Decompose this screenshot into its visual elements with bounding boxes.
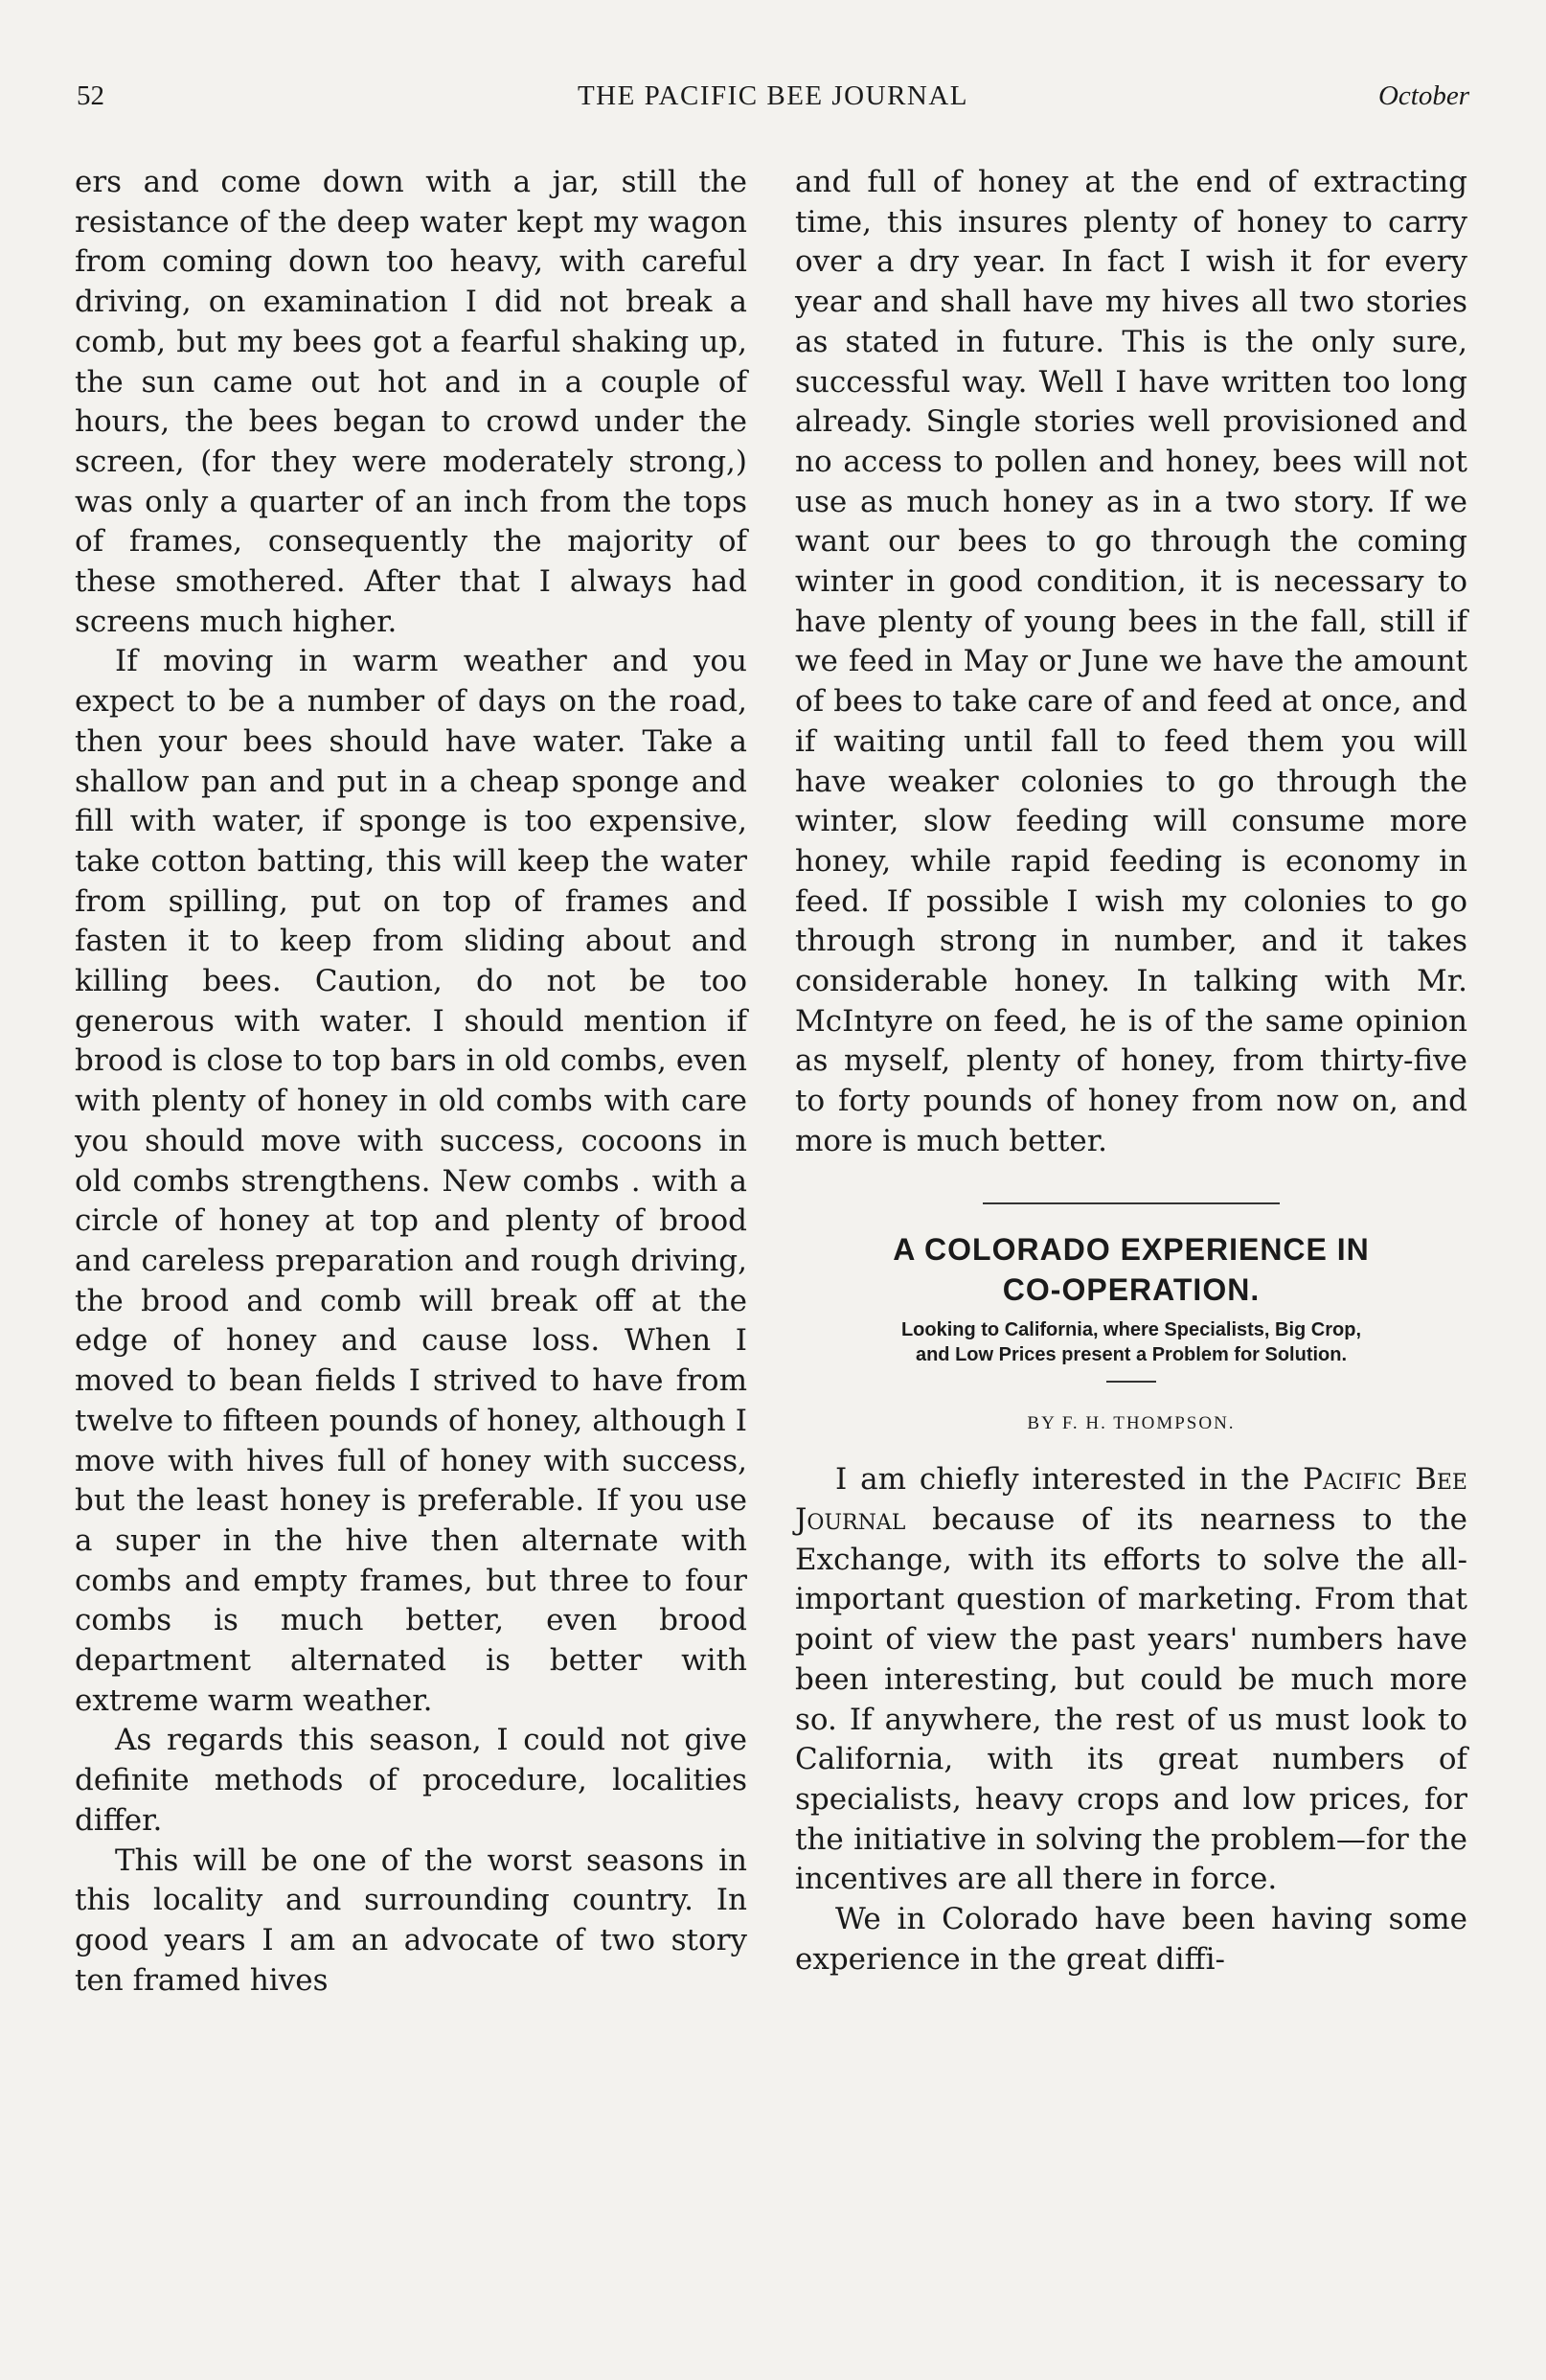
paragraph: As regards this season, I could not give definite methods of procedure, localities differ. — [75, 1723, 747, 1838]
left-column — [75, 163, 747, 2001]
paragraph — [795, 1460, 1467, 1900]
journal-name: Pacific Bee Journal — [795, 1462, 1467, 1537]
issue-month: October — [1377, 80, 1469, 111]
paragraph: If moving in warm weather and you expect to be a number of days on the road, then your bees should have water. Take a shallow pan and put in a cheap sponge and fill with water, if sponge is too expensive, take cotton batting, this will keep the water from spilling, put on top of frames and fasten it to keep from sliding about and killing bees. Caution, do not be too generous with water. I should mention if brood is close to top bars in old combs, even with plenty of honey in old combs with care you should move with success, cocoons in old combs strengthens. New combs . with a circle of honey at top and plenty of brood and careless preparation and rough driving, the brood and comb will break off at the edge of honey and cause loss. When I moved to bean fields I strived to have from twelve to fifteen pounds of honey, although I move with hives full of honey with success, but the least honey is preferable. If you use a super in the hive then alternate with combs and empty frames, but three to four combs is much better, even brood department alternated is better with extreme warm weather. — [75, 644, 747, 1718]
right-column — [795, 163, 1467, 1980]
paragraph: ers and come down with a jar, still the resistance of the deep water kept my wagon from coming down too heavy, with careful driving, on examination I did not break a comb, but my bees got a fearful shaking up, the sun came out hot and in a couple of hours, the bees began to crowd under the screen, (for they were moderately strong,) was only a quarter of an inch from the tops of frames, consequently the majority of these smothered. After that I always had screens much higher. — [75, 165, 747, 639]
article-subtitle-line: and Low Prices present a Problem for Solution. — [915, 1343, 1348, 1365]
page-number: 52 — [77, 80, 104, 111]
paragraph: We in Colorado have been having some experience in the great diffi- — [795, 1902, 1467, 1977]
section-divider — [983, 1202, 1280, 1204]
article-title-line: CO-OPERATION. — [1002, 1271, 1261, 1307]
paragraph: This will be one of the worst seasons in this locality and surrounding country. In good years I am an advocate of two story ten framed hives — [75, 1842, 747, 1998]
article-title-line: A COLORADO EXPERIENCE IN — [893, 1231, 1370, 1267]
journal-title: THE PACIFIC BEE JOURNAL — [577, 80, 969, 111]
paragraph: and full of honey at the end of extracting time, this insures plenty of honey to carry over a dry year. In fact I wish it for every year and shall have my hives all two stories as stated in future. This is the only sure, successful way. Well I have written too long already. Single stories well provisioned and no access to pollen and honey, bees will not use as much honey as in a two story. If we want our bees to go through the coming winter in good condition, it is necessary to have plenty of young bees in the fall, still if we feed in May or June we have the amount of bees to take care of and feed at once, and if waiting until fall to feed them you will have weaker colonies to go through the winter, slow feeding will consume more honey, while rapid feeding is economy in feed. If possible I wish my colonies to go through strong in number, and it takes considerable honey. In talking with Mr. McIntyre on feed, he is of the same opinion as myself, plenty of honey, from thirty-five to forty pounds of honey from now on, and more is much better. — [795, 165, 1467, 1158]
article-subtitle-line: Looking to California, where Specialists, Big Crop, — [900, 1318, 1362, 1340]
byline: BY F. H. THOMPSON. — [1027, 1412, 1236, 1433]
text-run: I am chiefly interested in the — [835, 1462, 1290, 1498]
article-title — [795, 1229, 1467, 1310]
running-header — [77, 80, 1469, 126]
article-subtitle — [795, 1317, 1467, 1367]
short-divider — [1106, 1381, 1156, 1383]
text-run: because of its nearness to the Exchange, with its efforts to solve the all-important question of marketing. From that point of view the past years' numbers have been interesting, but could be much more so. If anywhere, the rest of us must look to California, with its great numbers of specialists, heavy crops and low prices, for the initiative in solving the problem—for the incentives are all there in force. — [795, 1501, 1467, 1897]
